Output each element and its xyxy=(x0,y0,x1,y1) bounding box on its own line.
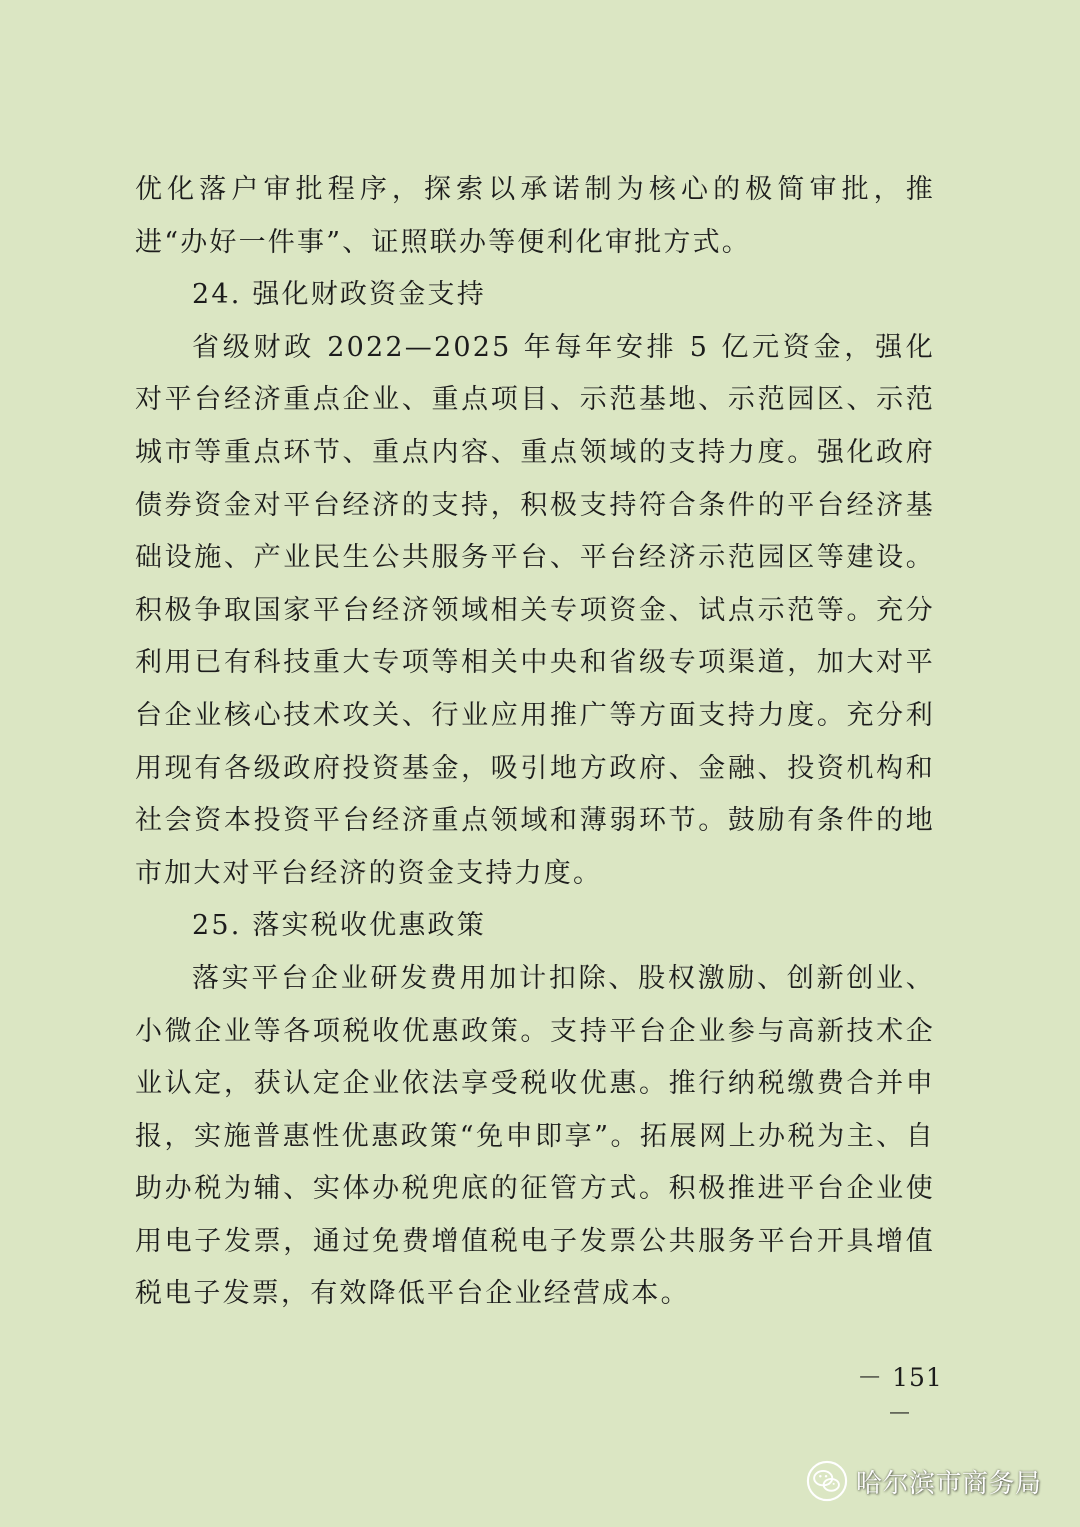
watermark xyxy=(806,1456,1042,1506)
section-body-25: 落实平台企业研发费用加计扣除、股权激励、创新创业、小微企业等各项税收优惠政策。支持平台企业参与高新技术企业认定，获认定企业依法享受税收优惠。推行纳税缴费合并申报，实施普惠性优惠政策“免申即享”。拓展网上办税为主、自助办税为辅、实体办税兜底的征管方式。积极推进平台企业使用电子发票，通过免费增值税电子发票公共服务平台开具增值税电子发票，有效降低平台企业经营成本。 xyxy=(135,962,935,1310)
section-body-24: 省级财政 2022—2025 年每年安排 5 亿元资金，强化对平台经济重点企业、重点项目、示范基地、示范园区、示范城市等重点环节、重点内容、重点领域的支持力度。强化政府债券资金对平台经济的支持，积极支持符合条件的平台经济基础设施、产业民生公共服务平台、平台经济示范园区等建设。积极争取国家平台经济领域相关专项资金、试点示范等。充分利用已有科技重大专项等相关中央和省级专项渠道，加大对平台企业核心技术攻关、行业应用推广等方面支持力度。充分利用现有各级政府投资基金，吸引地方政府、金融、投资机构和社会资本投资平台经济重点领域和薄弱环节。鼓励有条件的地市加大对平台经济的资金支持力度。 xyxy=(135,331,935,889)
document-body xyxy=(135,164,935,1321)
page-number: － 151 － xyxy=(857,1363,943,1428)
wechat-icon xyxy=(806,1460,848,1502)
section-heading-24: 24. 强化财政资金支持 xyxy=(192,279,486,311)
intro-paragraph: 优化落户审批程序，探索以承诺制为核心的极简审批，推进“办好一件事”、证照联办等便利化审批方式。 xyxy=(135,174,935,258)
section-heading-25: 25. 落实税收优惠政策 xyxy=(192,910,486,942)
watermark-text: 哈尔滨市商务局 xyxy=(856,1468,1042,1499)
